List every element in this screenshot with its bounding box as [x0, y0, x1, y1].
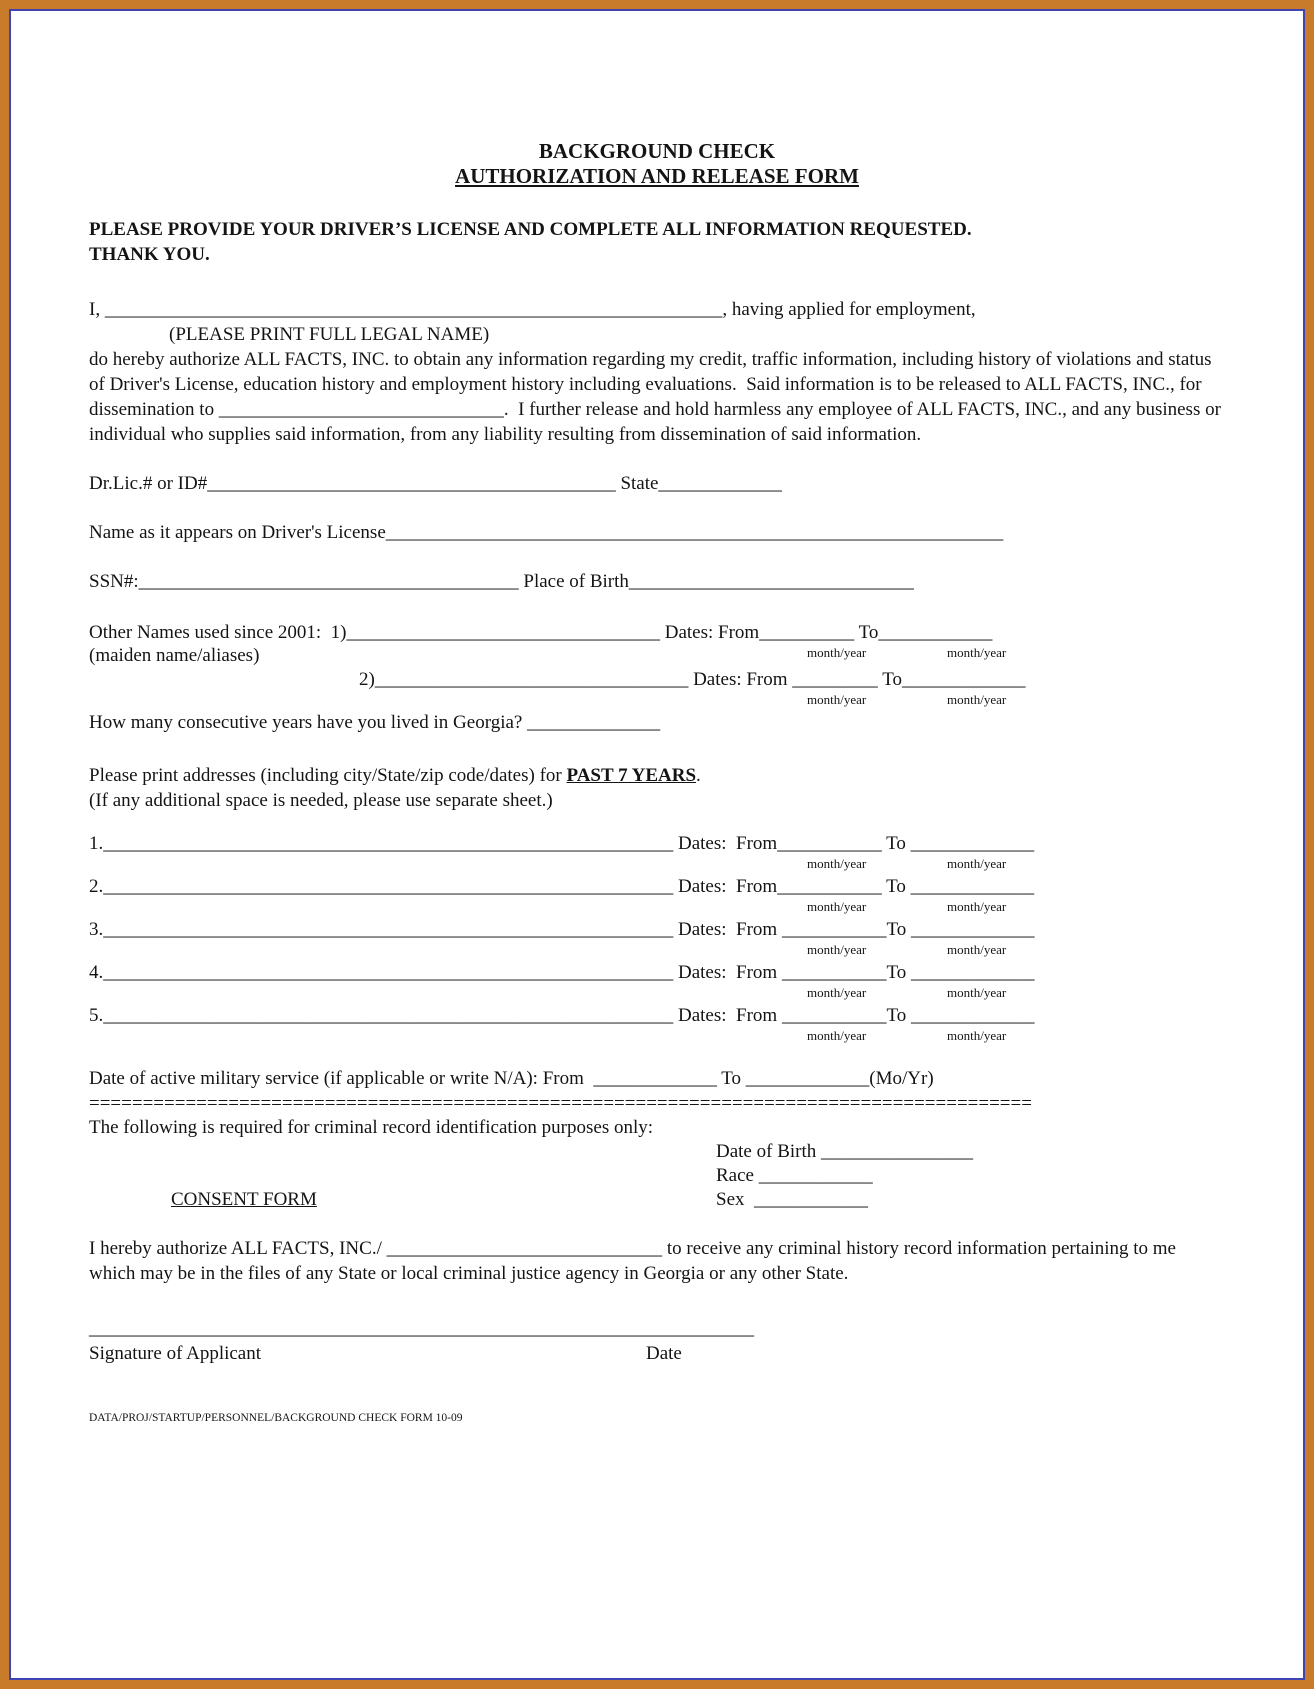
month-year-label: month/year	[947, 856, 1007, 871]
month-year-label: month/year	[807, 899, 867, 914]
address-rows	[89, 831, 1225, 1046]
page-frame	[9, 9, 1305, 1680]
addresses-instruction-period: .	[696, 765, 701, 786]
consent-form-row	[89, 1188, 1225, 1212]
signature-of-applicant-label: Signature of Applicant	[89, 1343, 262, 1364]
other-names-line-1: Other Names used since 2001: 1)_________________________________ Dates: From__________ To____________	[89, 622, 993, 643]
month-year-row	[89, 856, 1225, 874]
name-on-license-line: Name as it appears on Driver's License_________________________________________________________________	[89, 522, 1004, 543]
sex-line: Sex ____________	[716, 1189, 868, 1210]
address-row	[89, 917, 1225, 960]
signature-labels-row	[89, 1341, 1225, 1366]
title-line-1: BACKGROUND CHECK	[538, 139, 776, 163]
criminal-record-section	[89, 1116, 1225, 1286]
georgia-years-line: How many consecutive years have you lived in Georgia? ______________	[89, 712, 661, 733]
maiden-name-row	[89, 645, 1225, 667]
race-line: Race ____________	[716, 1165, 873, 1186]
maiden-name-note: (maiden name/aliases)	[89, 645, 260, 666]
month-year-label: month/year	[947, 1028, 1007, 1043]
address-row-line: 3.____________________________________________________________ Dates: From ___________To _____________	[89, 919, 1035, 940]
signature-blank-line: ______________________________________________________________________	[89, 1318, 754, 1339]
address-row	[89, 1003, 1225, 1046]
month-year-label: month/year	[807, 942, 867, 957]
month-year-label: month/year	[947, 942, 1007, 957]
month-year-row	[89, 985, 1225, 1003]
month-year-label: month/year	[947, 985, 1007, 1000]
footer-reference: DATA/PROJ/STARTUP/PERSONNEL/BACKGROUND CHECK FORM 10-09	[89, 1412, 463, 1424]
date-of-birth-line: Date of Birth ________________	[716, 1141, 974, 1162]
criminal-record-heading: The following is required for criminal record identification purposes only:	[89, 1117, 654, 1138]
month-year-label: month/year	[947, 899, 1007, 914]
consent-form-heading: CONSENT FORM	[171, 1189, 317, 1210]
applicant-name-blank-line: I, _________________________________________________________________, having applied for employment,	[89, 299, 976, 320]
month-year-row	[89, 899, 1225, 917]
date-label: Date	[646, 1343, 682, 1364]
month-year-row	[89, 942, 1225, 960]
month-year-label: month/year	[807, 692, 867, 707]
authorization-paragraph: do hereby authorize ALL FACTS, INC. to obtain any information regarding my credit, traffic information, including history of violations and status of Driver's License, education history and employment history including evaluations. Said information is to be released to ALL FACTS, INC., for dissemination to ______________________________. I further release and hold harmless any employee of ALL FACTS, INC., and any business or individual who supplies said information, from any liability resulting from dissemination of said information.	[89, 349, 1226, 445]
addresses-instruction-text: Please print addresses (including city/State/zip code/dates) for	[89, 765, 567, 786]
ssn-place-of-birth-line: SSN#:________________________________________ Place of Birth______________________________	[89, 571, 914, 592]
address-row-line: 5.____________________________________________________________ Dates: From ___________To _____________	[89, 1005, 1035, 1026]
month-year-label: month/year	[807, 645, 867, 660]
title-line-2: AUTHORIZATION AND RELEASE FORM	[455, 164, 859, 188]
month-year-row	[89, 692, 1225, 710]
month-year-label: month/year	[807, 985, 867, 1000]
address-row-line: 4.____________________________________________________________ Dates: From ___________To _____________	[89, 962, 1035, 983]
divider-line: ========================================================================================	[89, 1093, 1032, 1114]
address-row-line: 1.____________________________________________________________ Dates: From___________ To _____________	[89, 833, 1035, 854]
address-row	[89, 960, 1225, 1003]
intro-instructions	[89, 217, 1225, 267]
address-row	[89, 874, 1225, 917]
month-year-label: month/year	[947, 692, 1007, 707]
drivers-license-id-line: Dr.Lic.# or ID#___________________________________________ State_____________	[89, 473, 782, 494]
month-year-row	[89, 1028, 1225, 1046]
consent-paragraph: I hereby authorize ALL FACTS, INC./ _____________________________ to receive any criminal history record information pertaining to me which may be in the files of any State or local criminal justice agency in Georgia or any other State.	[89, 1238, 1181, 1284]
other-names-line-2: 2)_________________________________ Dates: From _________ To_____________	[359, 669, 1026, 690]
past-7-years-emphasis: PAST 7 YEARS	[566, 765, 697, 786]
address-row-line: 2.____________________________________________________________ Dates: From___________ To _____________	[89, 876, 1035, 897]
address-row	[89, 831, 1225, 874]
addresses-extra-sheet-note: (If any additional space is needed, please use separate sheet.)	[89, 790, 553, 811]
signature-section	[89, 1316, 1225, 1366]
month-year-label: month/year	[947, 645, 1007, 660]
month-year-label: month/year	[807, 856, 867, 871]
intro-line-1: PLEASE PROVIDE YOUR DRIVER’S LICENSE AND COMPLETE ALL INFORMATION REQUESTED.	[89, 219, 972, 240]
month-year-label: month/year	[807, 1028, 867, 1043]
print-full-legal-name-note: (PLEASE PRINT FULL LEGAL NAME)	[169, 324, 490, 345]
other-names-section	[89, 620, 1225, 735]
intro-line-2: THANK YOU.	[89, 244, 210, 265]
addresses-instruction	[89, 763, 1225, 788]
military-service-line: Date of active military service (if applicable or write N/A): From _____________ To _____________(Mo/Yr)	[89, 1068, 934, 1089]
document-title	[89, 139, 1225, 189]
